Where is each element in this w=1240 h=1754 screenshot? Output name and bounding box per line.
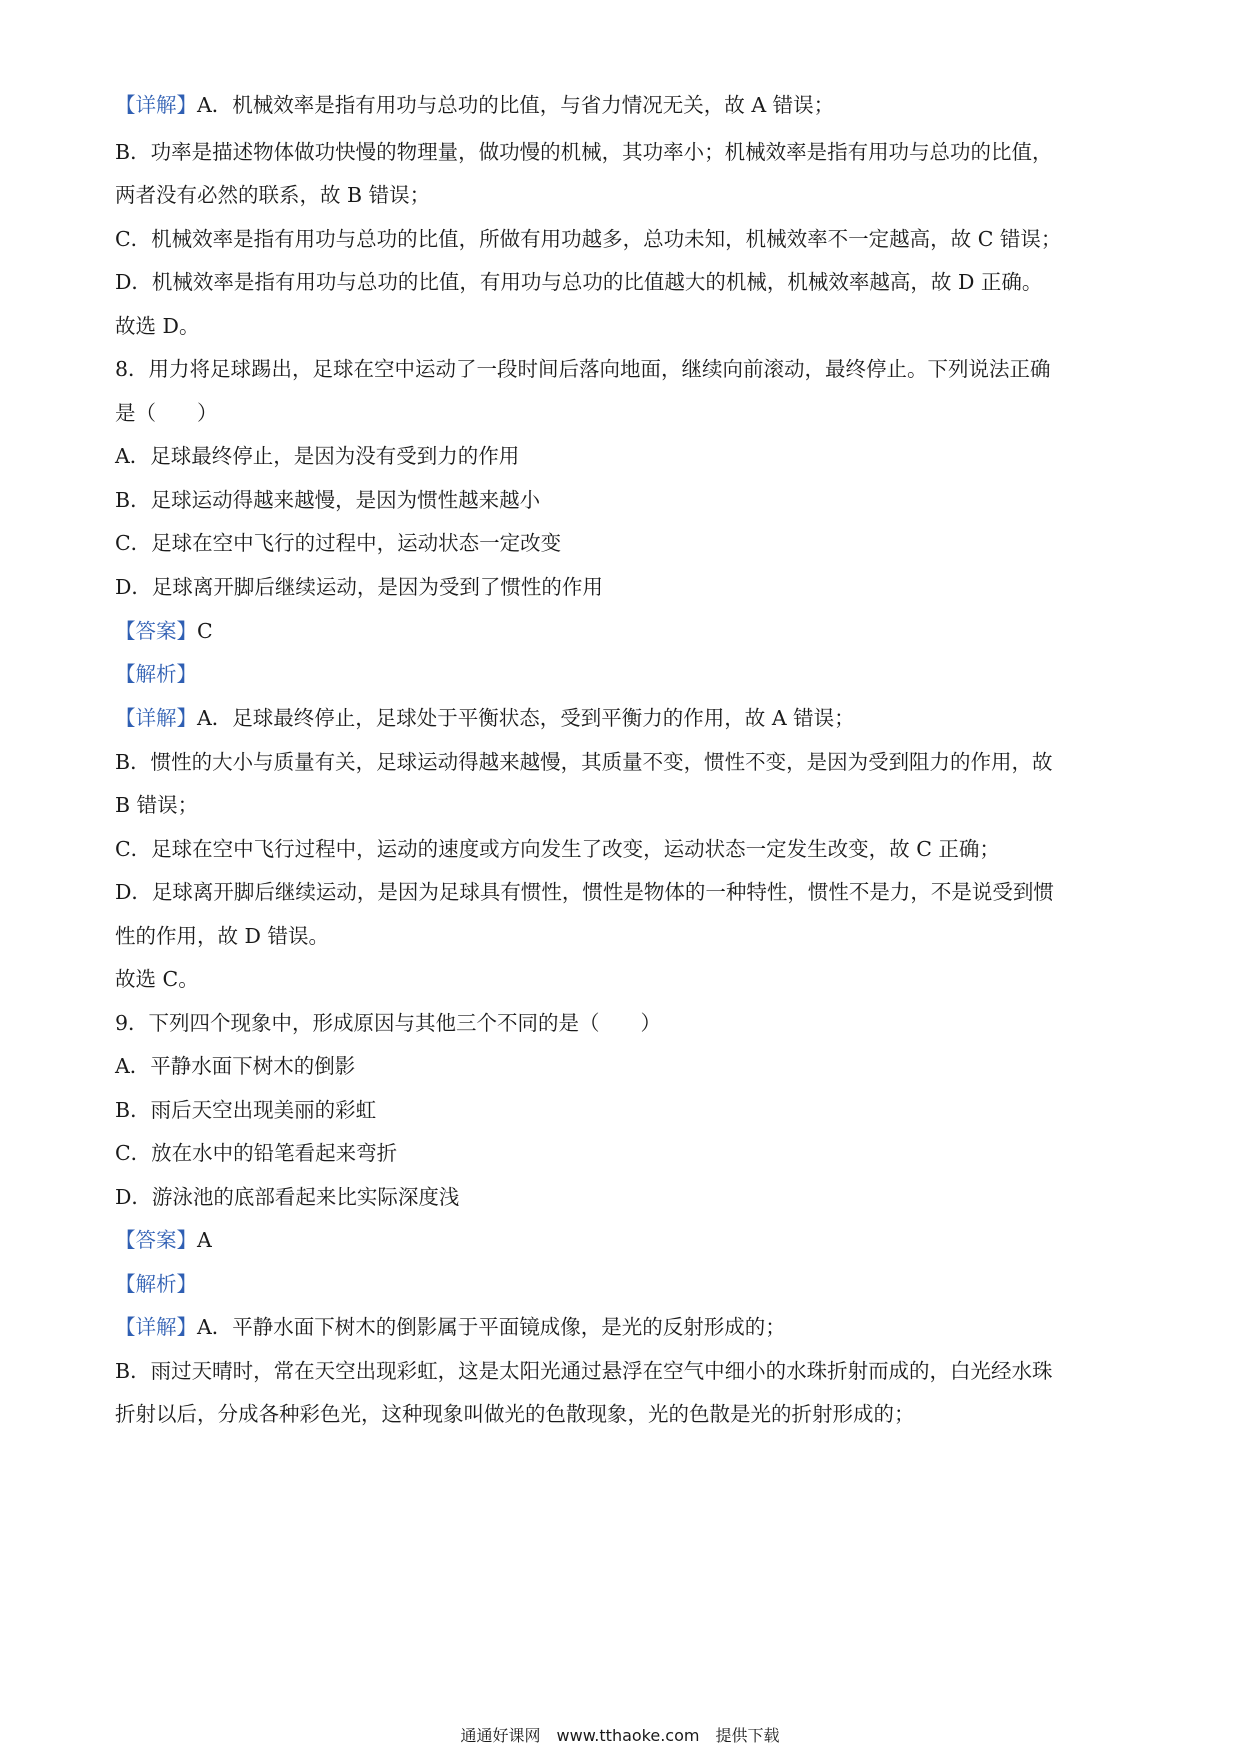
q9-detail-a: 【详解】A．平静水面下树木的倒影属于平面镜成像，是光的反射形成的； [115,1315,786,1339]
answer-value: C [197,619,213,643]
q9-detail-b-2: 折射以后，分成各种彩色光，这种现象叫做光的色散现象，光的色散是光的折射形成的； [115,1402,915,1426]
q8-detail-b-2: B 错误； [115,793,199,817]
q9-analysis-tag: 【解析】 [115,1272,197,1296]
q8-stem-2: 是（ ） [115,401,218,425]
detail-tag: 【详解】 [115,93,197,117]
q8-detail-d-1: D．足球离开脚后继续运动，是因为足球具有惯性，惯性是物体的一种特性，惯性不是力，不是说受到惯 [115,880,1054,904]
q7-detail-d: D．机械效率是指有用功与总功的比值，有用功与总功的比值越大的机械，机械效率越高，故 D 正确。 [115,270,1043,294]
q9-detail-b-1: B．雨过天晴时，常在天空出现彩虹，这是太阳光通过悬浮在空气中细小的水珠折射而成的，白光经水珠 [115,1359,1053,1383]
q9-option-c: C．放在水中的铅笔看起来弯折 [115,1141,398,1165]
q8-detail-b-1: B．惯性的大小与质量有关，足球运动得越来越慢，其质量不变，惯性不变，是因为受到阻力的作用，故 [115,750,1053,774]
q8-option-b: B．足球运动得越来越慢，是因为惯性越来越小 [115,488,541,512]
q7-detail-a: 【详解】A．机械效率是指有用功与总功的比值，与省力情况无关，故 A 错误； [115,93,835,117]
q9-answer [115,1225,1125,1255]
answer-tag: 【答案】 [115,619,197,643]
answer-value: A [197,1228,212,1252]
q9-option-a: A．平静水面下树木的倒影 [115,1054,356,1078]
q8-option-d: D．足球离开脚后继续运动，是因为受到了惯性的作用 [115,575,603,599]
q7-detail-b-1: B．功率是描述物体做功快慢的物理量，做功慢的机械，其功率小；机械效率是指有用功与总功的比值， [115,140,1053,164]
answer-tag: 【答案】 [115,1228,197,1252]
q8-detail-c: C．足球在空中飞行过程中，运动的速度或方向发生了改变，运动状态一定发生改变，故 C 正确； [115,837,1000,861]
q8-detail-d-2: 性的作用，故 D 错误。 [115,924,329,948]
q8-answer [115,616,1125,646]
q7-detail-c: C．机械效率是指有用功与总功的比值，所做有用功越多，总功未知，机械效率不一定越高，故 C 错误； [115,227,1062,251]
q9-option-d: D．游泳池的底部看起来比实际深度浅 [115,1185,460,1209]
q8-option-c: C．足球在空中飞行的过程中，运动状态一定改变 [115,531,562,555]
q7-choice: 故选 D。 [115,314,200,338]
q8-choice: 故选 C。 [115,967,199,991]
detail-tag: 【详解】 [115,1315,197,1339]
detail-tag: 【详解】 [115,706,197,730]
q8-analysis-tag: 【解析】 [115,662,197,686]
page-footer: 通通好课网 www.tthaoke.com 提供下载 [460,1726,780,1745]
q8-detail-a: 【详解】A．足球最终停止，足球处于平衡状态，受到平衡力的作用，故 A 错误； [115,706,855,730]
q8-option-a: A．足球最终停止，是因为没有受到力的作用 [115,444,520,468]
q9-option-b: B．雨后天空出现美丽的彩虹 [115,1098,377,1122]
q7-detail-b-2: 两者没有必然的联系，故 B 错误； [115,183,431,207]
q8-stem-1: 8．用力将足球踢出，足球在空中运动了一段时间后落向地面，继续向前滚动，最终停止。下列说法正确 [115,357,1051,381]
q9-stem: 9．下列四个现象中，形成原因与其他三个不同的是（ ） [115,1011,662,1035]
